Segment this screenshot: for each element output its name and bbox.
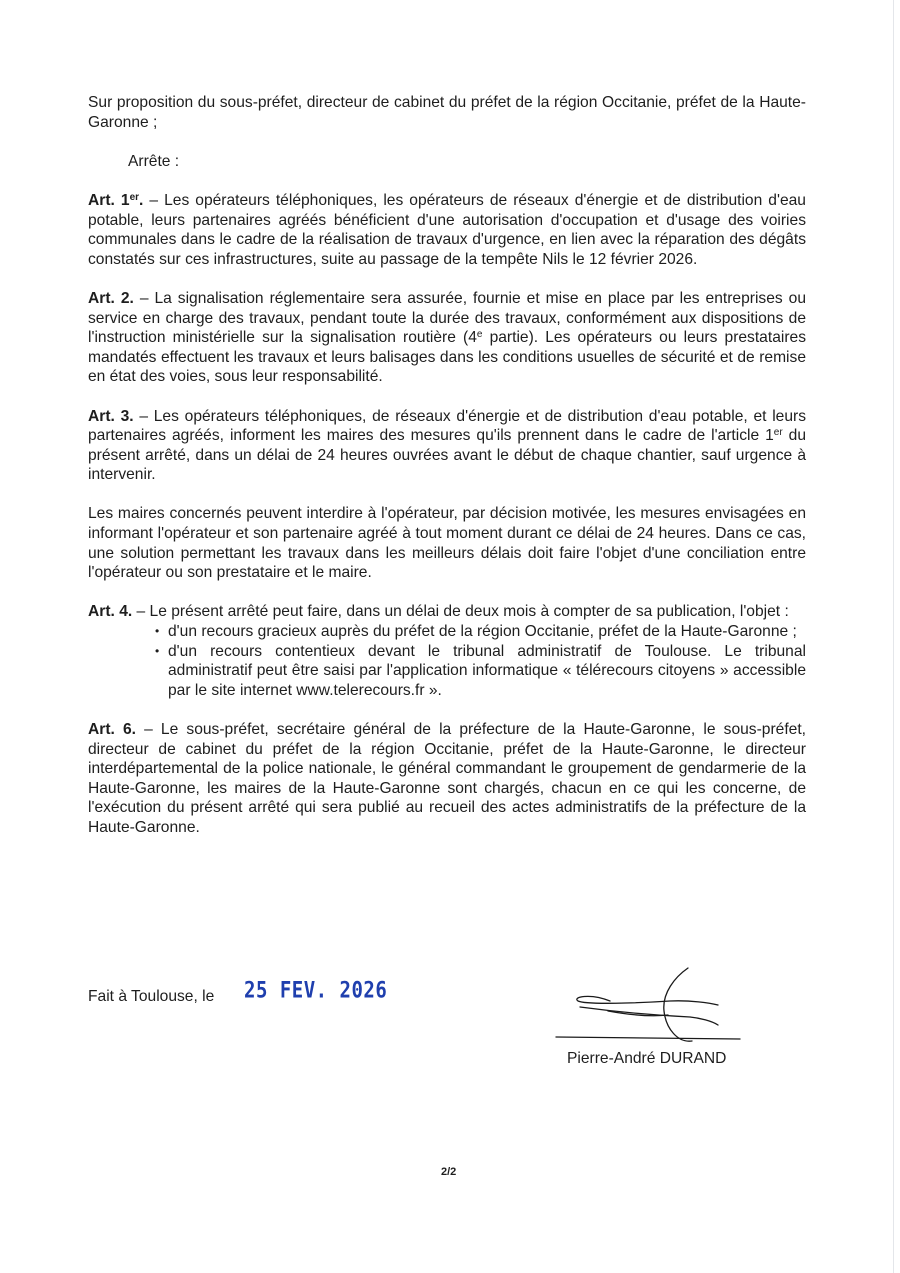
article-4 [88,602,806,622]
article-2-label: Art. 2. [88,289,134,307]
article-4-label: Art. 4. [88,603,133,621]
place-date-label: Fait à Toulouse, le [88,988,215,1005]
signer-name: Pierre-André DURAND [567,1050,727,1067]
article-6-text: – Le sous-préfet, secrétaire général de la préfecture de la Haute-Garonne, le sous-préfet, directeur de cabinet du préfet de la région Occitanie, préfet de la Haute-Garonne, le directeur interdépartemental de la police nationale, le général commandant le groupement de gendarmerie de la Haute-Garonne, les maires de la Haute-Garonne sont chargés, chacun en ce qui les concerne, de l'exécution du présent arrêté qui sera publié au recueil des actes administratifs de la préfecture de la Haute-Garonne. [88,721,806,836]
article-3-text-a: – Les opérateurs téléphoniques, de réseaux d'énergie et de distribution d'eau potable, et leurs partenaires agréés, informent les maires des mesures qu'ils prennent dans le cadre de l'article 1 [88,407,806,445]
arrete-heading: Arrête : [128,152,180,170]
article-2-text-a: – La signalisation réglementaire sera assurée, fournie et mise en place par les entreprises ou service en charge des travaux, pendant toute la durée des travaux, conformément aux dispositions de l'instruction ministérielle sur la signalisation routière (4 [88,289,806,347]
article-3: Art. 3. – Les opérateurs téléphoniques, de réseaux d'énergie et de distribution d'eau potable, et leurs partenaires agréés, informent les maires des mesures qu'ils prennent dans le cadre de l'article 1er du présent arrêté, dans un délai de 24 heures ouvrées avant le début de chaque chantier, sauf urgence à intervenir. [88,407,806,484]
article-1-text: – Les opérateurs téléphoniques, les opérateurs de réseaux d'énergie et de distribution d'eau potable, leurs partenaires agréés bénéficient d'une autorisation d'occupation et d'usage des voiries communales dans le cadre de la réalisation de travaux d'urgence, en lien avec la réparation des dégâts constatés sur ces infrastructures, suite au passage de la tempête Nils le 12 février 2026. [88,191,806,268]
article-3-text-b: du présent arrêté, dans un délai de 24 heures ouvrées avant le début de chaque chantier, sauf urgence à intervenir. [88,427,806,484]
article-6 [88,720,806,838]
article-4-bullet: • d'un recours gracieux auprès du préfet de la région Occitanie, préfet de la Haute-Garonne ; [168,622,806,642]
article-4-bullet: • d'un recours contentieux devant le tribunal administratif de Toulouse. Le tribunal administratif peut être saisi par l'application informatique « télérecours citoyens » accessible par le site internet www.telerecours.fr ». [168,642,806,701]
article-2: Art. 2. – La signalisation réglementaire sera assurée, fournie et mise en place par les entreprises ou service en charge des travaux, pendant toute la durée des travaux, conformément aux dispositions de l'instruction ministérielle sur la signalisation routière (4e partie). Les opérateurs ou leurs prestataires mandatés effectuent les travaux et leurs balisages dans les conditions usuelles de sécurité et de remise en état des voies, sous leur responsabilité. [88,289,806,386]
article-4-bullet-list [88,622,806,700]
opening-paragraph: Sur proposition du sous-préfet, directeur de cabinet du préfet de la région Occitanie, préfet de la Haute-Garonne ; [88,94,806,131]
article-3-paragraph-2: Les maires concernés peuvent interdire à l'opérateur, par décision motivée, les mesures envisagées en informant l'opérateur et son partenaire agréé à tout moment durant ce délai de 24 heures. Dans ce cas, une solution permettant les travaux dans les meilleurs délais doit faire l'objet d'une conciliation entre l'opérateur ou son prestataire et le maire. [88,505,806,582]
document-body [88,93,806,857]
signature-icon [550,965,750,1050]
article-1-label: Art. 1er. [88,191,144,209]
page-edge [893,0,894,1273]
date-stamp: 25 FEV. 2026 [244,978,388,1004]
article-4-text: – Le présent arrêté peut faire, dans un délai de deux mois à compter de sa publication, l'objet : [132,603,789,621]
article-2-text-b: partie). Les opérateurs ou leurs prestataires mandatés effectuent les travaux et leurs balisages dans les conditions usuelles de sécurité et de remise en état des voies, sous leur responsabilité. [88,329,806,386]
article-6-label: Art. 6. [88,721,136,738]
article-3-label: Art. 3. [88,407,134,425]
page-number: 2/2 [441,1166,457,1178]
article-1 [88,191,806,269]
